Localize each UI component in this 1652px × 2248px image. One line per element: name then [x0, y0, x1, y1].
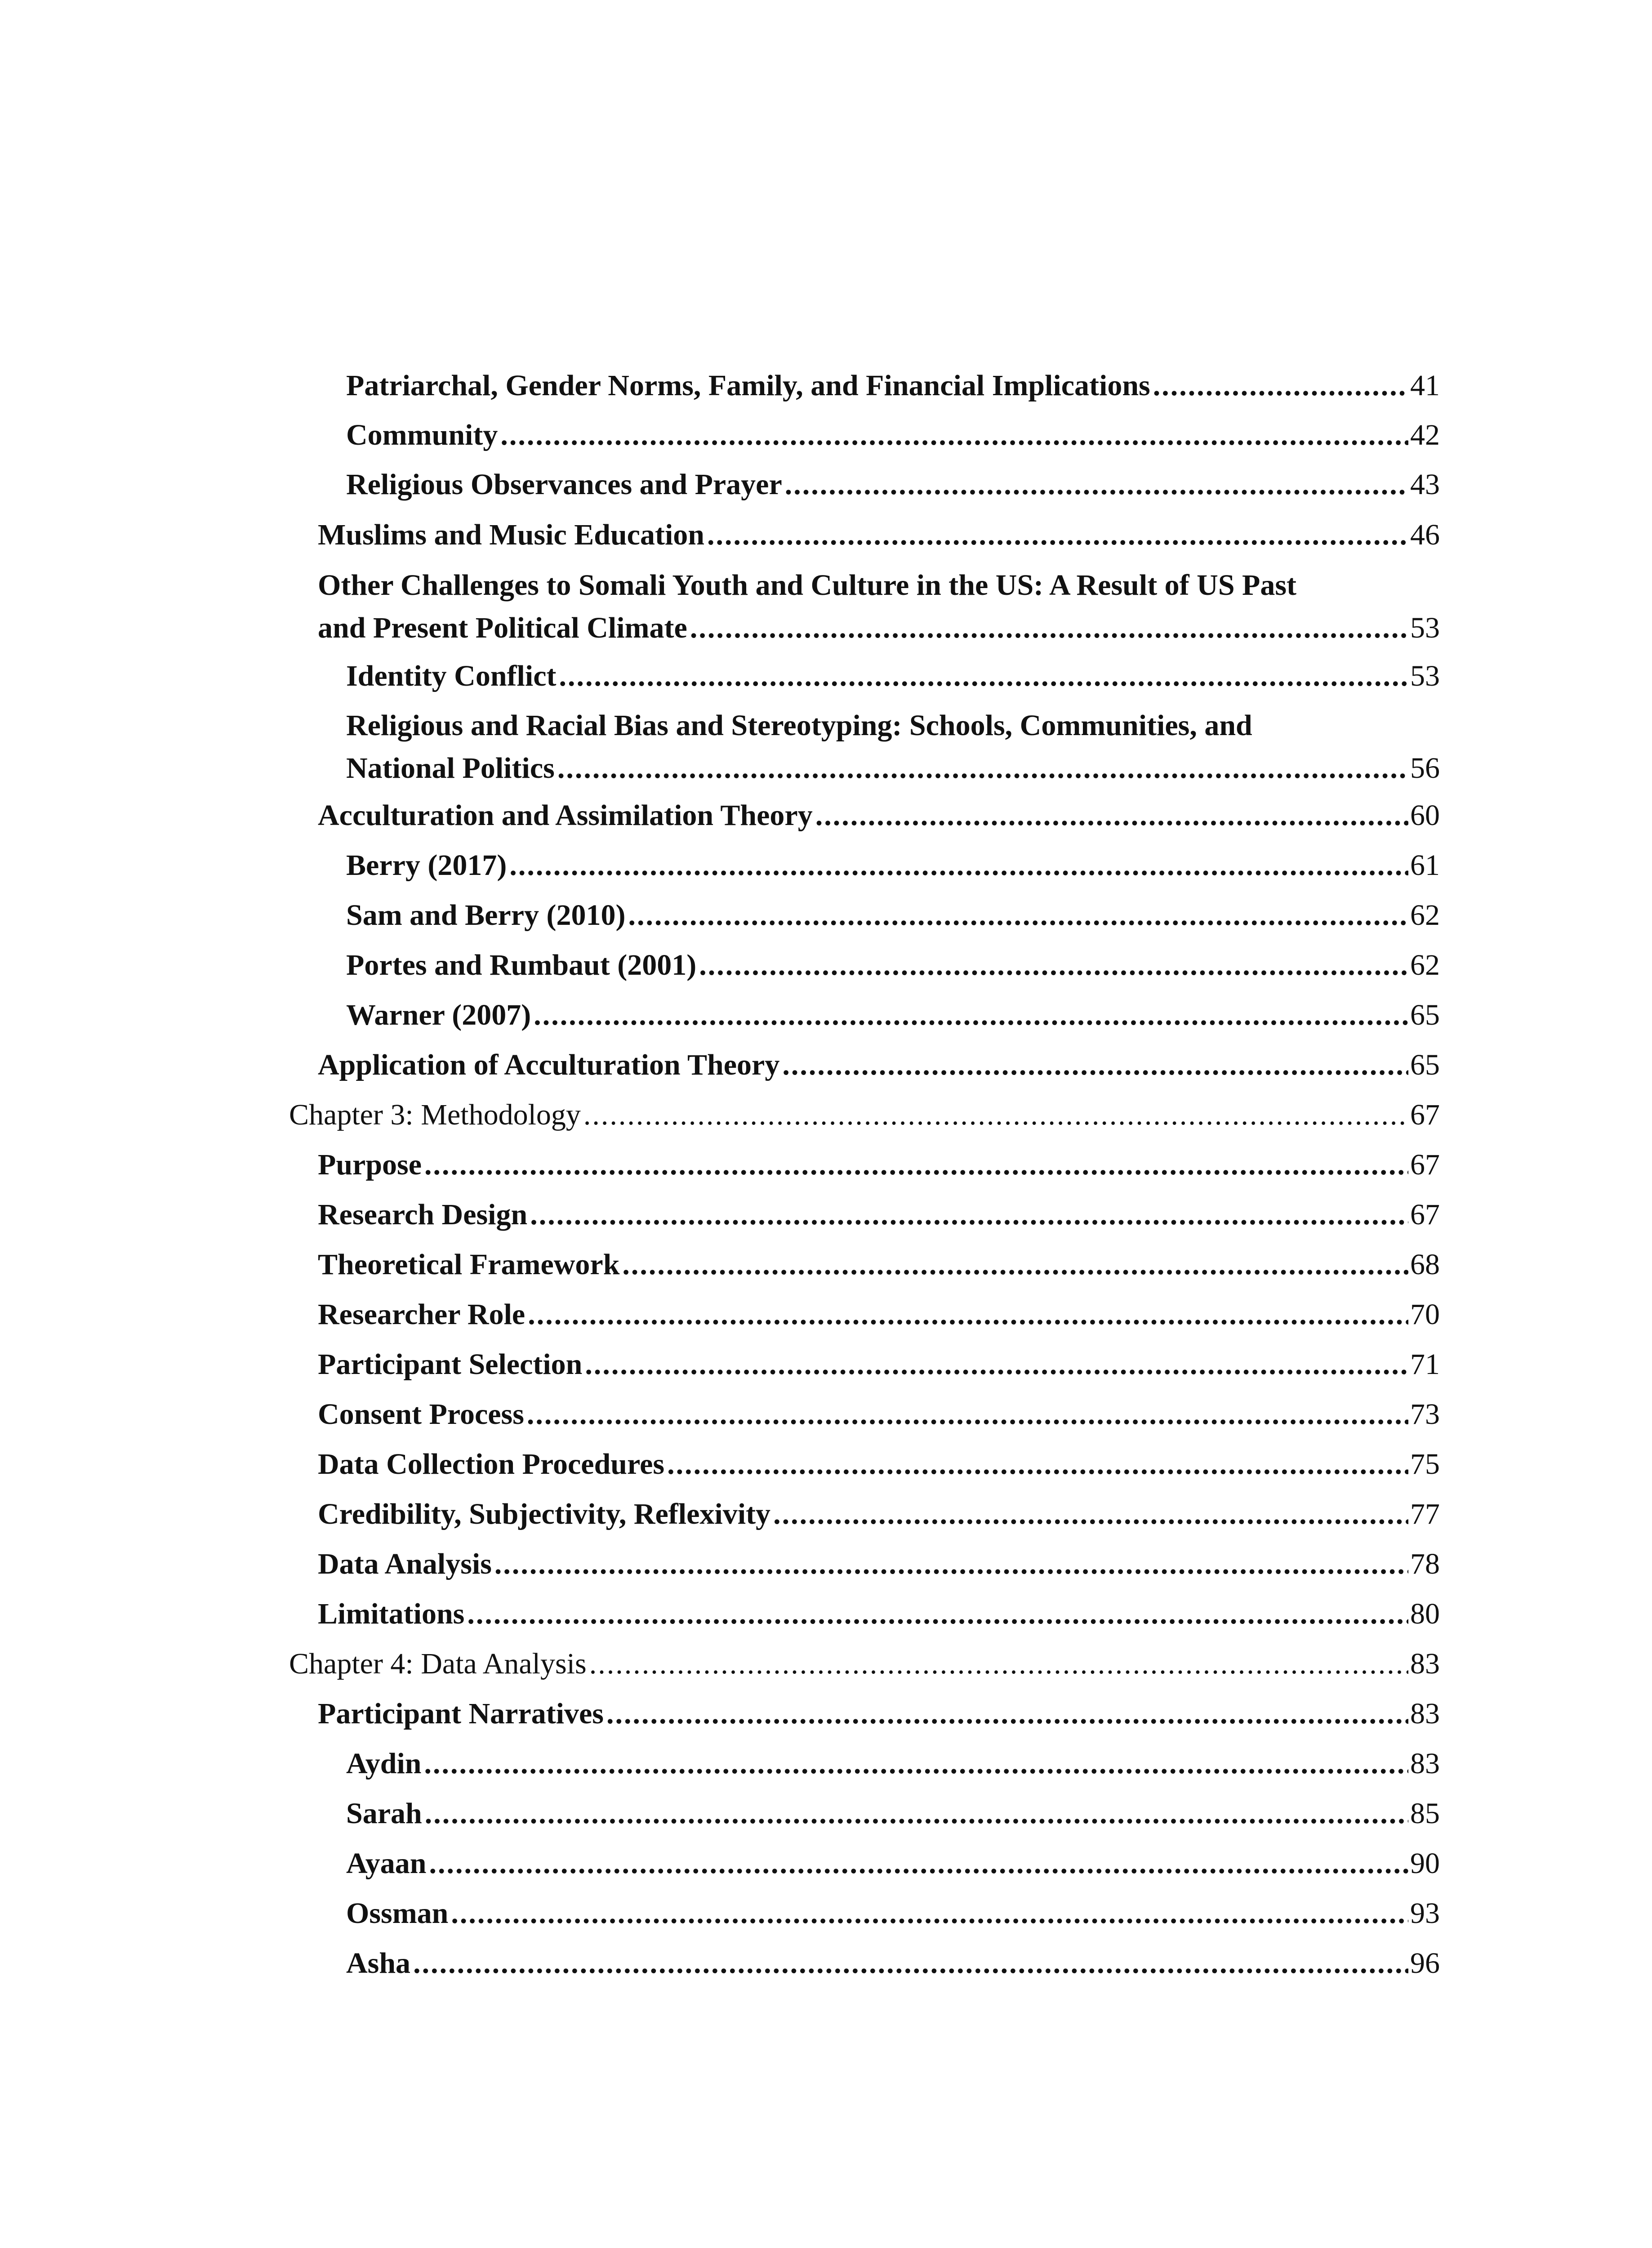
toc-entry-title: Acculturation and Assimilation Theory: [318, 799, 813, 832]
toc-entry[interactable]: [318, 794, 1440, 837]
toc-entry-title: Sam and Berry (2010): [346, 899, 626, 932]
toc-entry-title: Berry (2017): [346, 849, 507, 882]
toc-entry[interactable]: [346, 1842, 1440, 1885]
toc-leader-dots: [785, 463, 1408, 506]
toc-leader-dots: [622, 1243, 1408, 1286]
toc-leader-dots: [424, 1742, 1408, 1785]
toc-entry-title-line1: Other Challenges to Somali Youth and Culture in the US: A Result of US Past: [318, 569, 1297, 602]
toc-page-number: 77: [1410, 1498, 1440, 1530]
toc-entry-title: Chapter 3: Methodology: [289, 1098, 581, 1131]
toc-chapter-entry[interactable]: [289, 1642, 1440, 1685]
toc-entry[interactable]: [318, 1044, 1440, 1086]
toc-page-number: 93: [1410, 1897, 1440, 1930]
toc-page-number: 61: [1410, 849, 1440, 882]
toc-page-number: 42: [1410, 419, 1440, 451]
toc-entry[interactable]: [318, 1592, 1440, 1635]
toc-entry-title: Theoretical Framework: [318, 1248, 620, 1281]
toc-entry[interactable]: [346, 704, 1440, 789]
toc-entry[interactable]: [318, 1493, 1440, 1535]
toc-entry[interactable]: [318, 1692, 1440, 1735]
toc-page-number: 65: [1410, 999, 1440, 1031]
toc-leader-dots: [527, 1393, 1408, 1436]
toc-entry-title: Data Analysis: [318, 1548, 492, 1580]
toc-entry-title: Chapter 4: Data Analysis: [289, 1647, 587, 1680]
toc-page-number: 43: [1410, 468, 1440, 501]
toc-leader-dots: [559, 655, 1408, 697]
toc-page-number: 83: [1410, 1647, 1440, 1680]
toc-leader-dots: [467, 1592, 1408, 1635]
toc-entry-title-line1: Religious and Racial Bias and Stereotyping: Schools, Communities, and: [346, 709, 1252, 742]
toc-page-number: 65: [1410, 1048, 1440, 1081]
toc-page-number: 56: [1410, 752, 1440, 785]
toc-entry-title: Application of Acculturation Theory: [318, 1048, 780, 1081]
toc-entry-title: Community: [346, 419, 498, 451]
toc-page-number: 75: [1410, 1448, 1440, 1481]
toc-page-number: 53: [1410, 611, 1440, 644]
toc-leader-dots: [628, 894, 1408, 937]
toc-entry-title: Research Design: [318, 1198, 528, 1231]
toc-leader-dots: [528, 1293, 1408, 1336]
toc-leader-dots: [429, 1842, 1408, 1885]
toc-leader-dots: [451, 1892, 1408, 1935]
toc-page-number: 68: [1410, 1248, 1440, 1281]
toc-leader-dots: [589, 1642, 1408, 1685]
toc-leader-dots: [530, 1193, 1408, 1236]
toc-entry[interactable]: [346, 414, 1440, 456]
toc-leader-dots: [667, 1443, 1408, 1485]
toc-leader-dots: [773, 1493, 1408, 1535]
toc-page-number: 73: [1410, 1398, 1440, 1431]
toc-entry[interactable]: [318, 1193, 1440, 1236]
toc-leader-dots: [557, 747, 1408, 789]
toc-entry[interactable]: [318, 564, 1440, 649]
toc-entry[interactable]: [346, 364, 1440, 407]
toc-page-number: 53: [1410, 660, 1440, 692]
toc-leader-dots: [1153, 364, 1408, 407]
toc-chapter-entry[interactable]: [289, 1093, 1440, 1136]
toc-entry[interactable]: [346, 994, 1440, 1036]
toc-entry-title: Data Collection Procedures: [318, 1448, 665, 1481]
toc-page-number: 60: [1410, 799, 1440, 832]
toc-leader-dots: [583, 1093, 1408, 1136]
toc-page-number: 96: [1410, 1947, 1440, 1980]
toc-page-number: 85: [1410, 1797, 1440, 1830]
toc-page-number: 62: [1410, 899, 1440, 932]
toc-entry-title: Credibility, Subjectivity, Reflexivity: [318, 1498, 771, 1530]
toc-leader-dots: [815, 794, 1408, 837]
toc-entry-title: Purpose: [318, 1148, 422, 1181]
toc-entry-title: National Politics: [346, 752, 555, 785]
toc-entry[interactable]: [346, 944, 1440, 986]
toc-entry-title: Limitations: [318, 1597, 465, 1630]
toc-page-number: 90: [1410, 1847, 1440, 1880]
toc-entry-title: Portes and Rumbaut (2001): [346, 949, 697, 981]
toc-entry[interactable]: [318, 1393, 1440, 1436]
toc-entry[interactable]: [318, 1343, 1440, 1386]
toc-entry[interactable]: [346, 1892, 1440, 1935]
toc-page-number: 46: [1410, 518, 1440, 551]
toc-entry-title: Ayaan: [346, 1847, 427, 1880]
toc-entry[interactable]: [318, 1243, 1440, 1286]
toc-leader-dots: [509, 844, 1408, 887]
toc-entry-title: Researcher Role: [318, 1298, 525, 1331]
toc-leader-dots: [424, 1143, 1408, 1186]
toc-entry[interactable]: [346, 655, 1440, 697]
toc-entry-title: Identity Conflict: [346, 660, 557, 692]
toc-entry[interactable]: [318, 1543, 1440, 1585]
toc-entry-title: Participant Narratives: [318, 1697, 604, 1730]
toc-entry[interactable]: [346, 1742, 1440, 1785]
toc-leader-dots: [585, 1343, 1408, 1386]
toc-page-number: 41: [1410, 369, 1440, 402]
toc-page-number: 67: [1410, 1148, 1440, 1181]
toc-entry-title: Consent Process: [318, 1398, 524, 1431]
toc-page-number: 62: [1410, 949, 1440, 981]
toc-entry[interactable]: [346, 463, 1440, 506]
toc-entry[interactable]: [346, 844, 1440, 887]
toc-entry[interactable]: [318, 1443, 1440, 1485]
toc-entry-title: Aydin: [346, 1747, 422, 1780]
toc-leader-dots: [606, 1692, 1408, 1735]
toc-page-number: 80: [1410, 1597, 1440, 1630]
toc-leader-dots: [699, 944, 1408, 986]
toc-entry[interactable]: [346, 1792, 1440, 1835]
toc-entry[interactable]: [318, 513, 1440, 556]
toc-page-number: 70: [1410, 1298, 1440, 1331]
toc-leader-dots: [782, 1044, 1408, 1086]
toc-page-number: 67: [1410, 1198, 1440, 1231]
toc-leader-dots: [500, 414, 1408, 456]
toc-entry-title: Religious Observances and Prayer: [346, 468, 782, 501]
toc-leader-dots: [425, 1792, 1408, 1835]
toc-entry[interactable]: [318, 1143, 1440, 1186]
toc-leader-dots: [494, 1543, 1408, 1585]
toc-page-number: 71: [1410, 1348, 1440, 1381]
toc-page-number: 83: [1410, 1747, 1440, 1780]
toc-entry-title: Warner (2007): [346, 999, 531, 1031]
toc-page-number: 67: [1410, 1098, 1440, 1131]
toc-entry-title: Patriarchal, Gender Norms, Family, and Financial Implications: [346, 369, 1150, 402]
toc-leader-dots: [707, 513, 1408, 556]
toc-entry-title: and Present Political Climate: [318, 611, 687, 644]
toc-entry-title: Participant Selection: [318, 1348, 583, 1381]
toc-entry[interactable]: [346, 1942, 1440, 1985]
toc-entry[interactable]: [346, 894, 1440, 937]
toc-entry[interactable]: [318, 1293, 1440, 1336]
toc-page-number: 83: [1410, 1697, 1440, 1730]
toc-leader-dots: [534, 994, 1408, 1036]
toc-leader-dots: [690, 607, 1408, 649]
toc-leader-dots: [413, 1942, 1408, 1985]
toc-entry-title: Asha: [346, 1947, 411, 1980]
toc-entry-title: Ossman: [346, 1897, 449, 1930]
toc-entry-title: Muslims and Music Education: [318, 518, 704, 551]
toc-page-number: 78: [1410, 1548, 1440, 1580]
toc-entry-title: Sarah: [346, 1797, 422, 1830]
